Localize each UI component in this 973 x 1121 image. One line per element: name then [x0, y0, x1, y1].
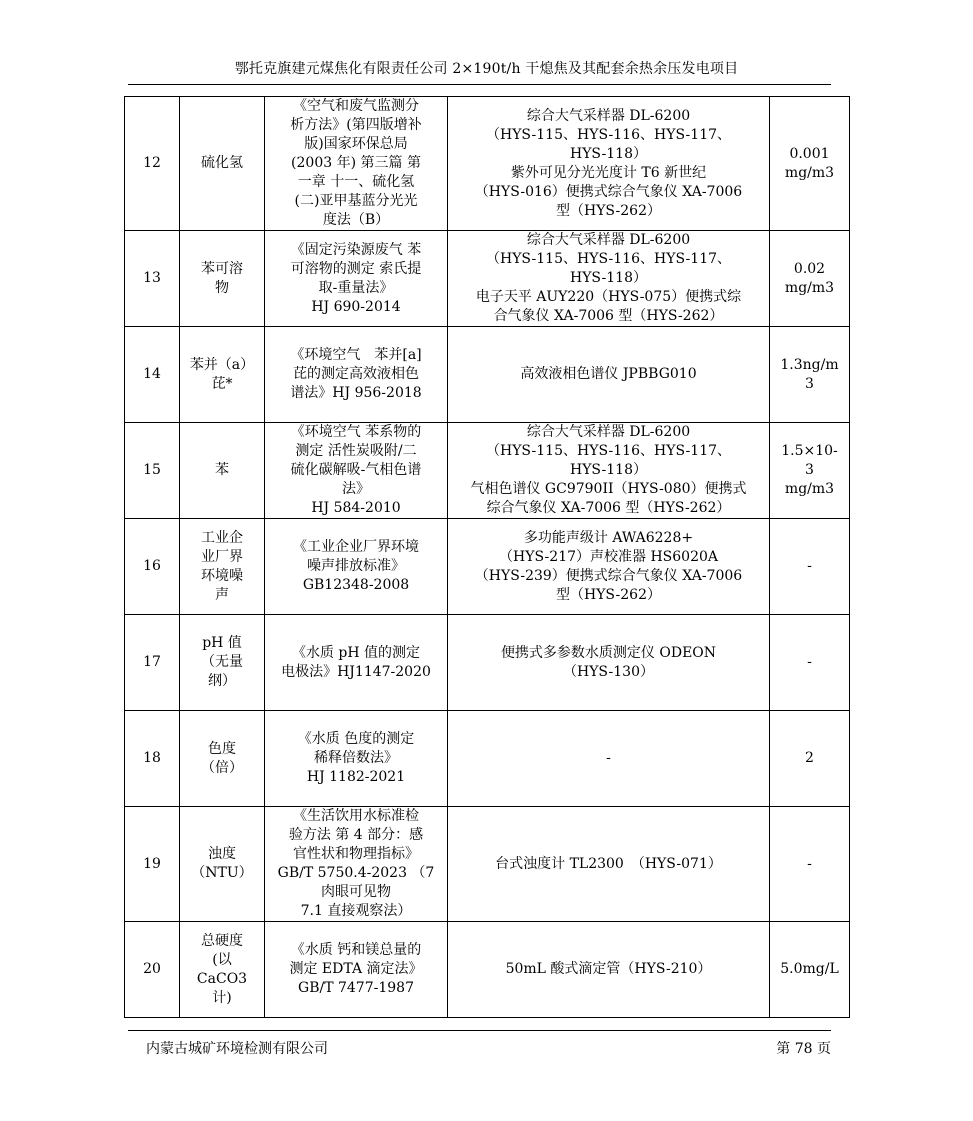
method-cell: 《水质 钙和镁总量的 测定 EDTA 滴定法》 GB/T 7477-1987: [265, 922, 448, 1018]
item-cell: 总硬度 (以 CaCO3 计): [180, 922, 265, 1018]
instrument-cell: 综合大气采样器 DL-6200 （HYS-115、HYS-116、HYS-117、 HYS-118） 电子天平 AUY220（HYS-075）便携式综 合气象仪 XA-7006 型（HYS-262）: [448, 231, 770, 327]
method-cell: 《生活饮用水标准检 验方法 第 4 部分：感 官性状和物理指标》 GB/T 5750.4-2023 （7 肉眼可见物 7.1 直接观察法）: [265, 807, 448, 922]
row-number-cell: 13: [125, 231, 180, 327]
detection-limit-cell: 0.02 mg/m3: [770, 231, 850, 327]
item-cell: 色度 （倍）: [180, 711, 265, 807]
method-cell: 《工业企业厂界环境 噪声排放标准》 GB12348-2008: [265, 519, 448, 615]
item-cell: pH 值 （无量 纲）: [180, 615, 265, 711]
item-cell: 硫化氢: [180, 97, 265, 231]
table-row: [125, 922, 850, 1018]
detection-limit-cell: 2: [770, 711, 850, 807]
instrument-cell: 台式浊度计 TL2300 （HYS-071）: [448, 807, 770, 922]
table-row: [125, 615, 850, 711]
item-cell: 苯并（a） 芘*: [180, 327, 265, 423]
instrument-cell: 便携式多参数水质测定仪 ODEON （HYS-130）: [448, 615, 770, 711]
table-row: [125, 519, 850, 615]
row-number-cell: 19: [125, 807, 180, 922]
instrument-cell: 多功能声级计 AWA6228+ （HYS-217）声校准器 HS6020A （HYS-239）便携式综合气象仪 XA-7006 型（HYS-262）: [448, 519, 770, 615]
method-cell: 《环境空气 苯并[a] 芘的测定高效液相色 谱法》HJ 956-2018: [265, 327, 448, 423]
row-number-cell: 20: [125, 922, 180, 1018]
instrument-cell: -: [448, 711, 770, 807]
instrument-cell: 综合大气采样器 DL-6200 （HYS-115、HYS-116、HYS-117、 HYS-118） 紫外可见分光光度计 T6 新世纪 （HYS-016）便携式综合气象仪 XA-7006 型（HYS-262）: [448, 97, 770, 231]
row-number-cell: 16: [125, 519, 180, 615]
row-number-cell: 17: [125, 615, 180, 711]
table-row: [125, 423, 850, 519]
detection-limit-cell: 1.3ng/m 3: [770, 327, 850, 423]
footer-divider: [128, 1030, 831, 1031]
table-row: [125, 807, 850, 922]
row-number-cell: 18: [125, 711, 180, 807]
detection-limit-cell: 0.001 mg/m3: [770, 97, 850, 231]
item-cell: 工业企 业厂界 环境噪 声: [180, 519, 265, 615]
instrument-cell: 50mL 酸式滴定管（HYS-210）: [448, 922, 770, 1018]
row-number-cell: 15: [125, 423, 180, 519]
method-cell: 《水质 色度的测定 稀释倍数法》 HJ 1182-2021: [265, 711, 448, 807]
method-cell: 《水质 pH 值的测定 电极法》HJ1147-2020: [265, 615, 448, 711]
header-divider: [128, 84, 831, 85]
method-cell: 《空气和废气监测分 析方法》(第四版增补 版)国家环保总局 (2003 年) 第三篇 第 一章 十一、硫化氢 (二)亚甲基蓝分光光 度法（B）: [265, 97, 448, 231]
document-header-title: 鄂托克旗建元煤焦化有限责任公司 2×190t/h 干熄焦及其配套余热余压发电项目: [234, 61, 739, 77]
item-cell: 苯可溶 物: [180, 231, 265, 327]
detection-limit-cell: -: [770, 807, 850, 922]
item-cell: 苯: [180, 423, 265, 519]
row-number-cell: 14: [125, 327, 180, 423]
footer-page-number: 第 78 页: [776, 1041, 831, 1057]
instrument-cell: 高效液相色谱仪 JPBBG010: [448, 327, 770, 423]
table-row: [125, 711, 850, 807]
instrument-cell: 综合大气采样器 DL-6200 （HYS-115、HYS-116、HYS-117、 HYS-118） 气相色谱仪 GC9790II（HYS-080）便携式 综合气象仪 XA-7006 型（HYS-262）: [448, 423, 770, 519]
table-row: [125, 97, 850, 231]
table-row: [125, 231, 850, 327]
method-cell: 《固定污染源废气 苯 可溶物的测定 索氏提 取-重量法》 HJ 690-2014: [265, 231, 448, 327]
method-table: [124, 96, 850, 1018]
detection-limit-cell: -: [770, 519, 850, 615]
row-number-cell: 12: [125, 97, 180, 231]
detection-limit-cell: -: [770, 615, 850, 711]
table-row: [125, 327, 850, 423]
footer-company-name: 内蒙古城矿环境检测有限公司: [146, 1041, 328, 1057]
detection-limit-cell: 5.0mg/L: [770, 922, 850, 1018]
item-cell: 浊度 （NTU）: [180, 807, 265, 922]
detection-limit-cell: 1.5×10- 3 mg/m3: [770, 423, 850, 519]
method-cell: 《环境空气 苯系物的 测定 活性炭吸附/二 硫化碳解吸-气相色谱 法》 HJ 584-2010: [265, 423, 448, 519]
